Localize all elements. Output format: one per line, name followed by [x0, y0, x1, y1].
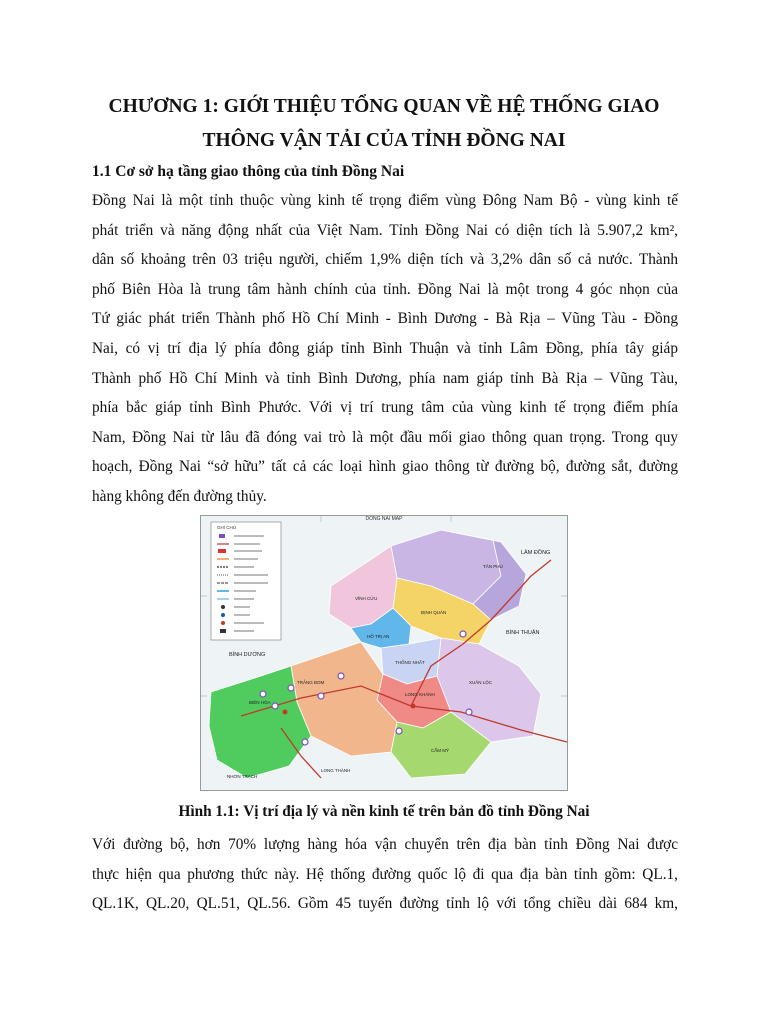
- paragraph-line: Đồng Nai là một tỉnh thuộc vùng kinh tế trọng điểm vùng Đông Nam Bộ - vùng kinh tế: [92, 192, 678, 209]
- admin-center-icon: [283, 710, 288, 715]
- admin-center-icon: [221, 621, 225, 625]
- intro-paragraph: [92, 186, 678, 512]
- legend-swatch-icon: [219, 534, 225, 538]
- industrial-zone-icon: [318, 693, 324, 699]
- paragraph-line: phố Biên Hòa là trung tâm hành chính của tỉnh. Đồng Nai là một trong 4 góc nhọn của: [92, 280, 678, 298]
- label-long-khanh: LONG KHÁNH: [405, 692, 435, 697]
- legend-swatch-icon: [218, 549, 226, 553]
- paragraph-line: QL.1K, QL.20, QL.51, QL.56. Gồm 45 tuyến đường tỉnh lộ với tổng chiều dài 684 km,: [92, 895, 678, 913]
- chapter-title-line-2: THÔNG VẬN TẢI CỦA TỈNH ĐỒNG NAI: [202, 130, 566, 151]
- label-bien-hoa: BIÊN HÒA: [249, 700, 271, 705]
- label-thong-nhat: THỐNG NHẤT: [395, 660, 425, 665]
- label-lam-dong: LÂM ĐỒNG: [521, 550, 551, 556]
- industrial-zone-icon: [460, 631, 466, 637]
- paragraph-line: hoạch, Đồng Nai “sở hữu” tất cả các loại hình giao thông từ đường bộ, đường sắt, đường: [92, 458, 678, 476]
- paragraph-line: Nam, Đồng Nai từ lâu đã đóng vai trò là một đầu mối giao thông quan trọng. Trong quy: [92, 428, 678, 446]
- industrial-zone-icon: [302, 739, 308, 745]
- industrial-zone-icon: [288, 685, 294, 691]
- road-paragraph: [92, 830, 678, 919]
- label-xuan-loc: XUÂN LỘC: [469, 680, 493, 685]
- industrial-zone-icon: [466, 709, 472, 715]
- paragraph-line: Với đường bộ, hơn 70% lượng hàng hóa vận chuyển trên địa bàn tỉnh Đồng Nai được: [92, 836, 678, 853]
- industrial-zone-icon: [260, 691, 266, 697]
- industrial-zone-icon: [396, 728, 402, 734]
- paragraph-line: phát triển và năng động nhất của Việt Nam. Tỉnh Đồng Nai có diện tích là 5.907,2 km²,: [92, 221, 678, 239]
- label-trang-bom: TRẢNG BOM: [297, 680, 325, 685]
- paragraph-line: thực hiện qua phương thức này. Hệ thống đường quốc lộ đi qua địa bàn tỉnh gồm: QL.1,: [92, 865, 678, 883]
- industrial-zone-icon: [272, 703, 278, 709]
- label-tri-an: HỒ TRỊ AN: [367, 634, 390, 639]
- label-dinh-quan: ĐỊNH QUÁN: [421, 610, 447, 615]
- admin-center-icon: [411, 704, 416, 709]
- label-vinh-cuu: VĨNH CỬU: [355, 596, 378, 601]
- paragraph-line: hàng không đến đường thủy.: [92, 487, 267, 505]
- section-heading: 1.1 Cơ sở hạ tầng giao thông của tỉnh Đồng Nai: [92, 163, 405, 180]
- airport-icon: [221, 605, 225, 609]
- paragraph-line: Nai, có vị trí địa lý phía đông giáp tỉnh Bình Thuận và tỉnh Lâm Đồng, phía tây giáp: [92, 339, 678, 357]
- label-long-thanh: LONG THÀNH: [321, 768, 351, 773]
- dong-nai-map-figure: [200, 515, 568, 791]
- label-tan-phu: TÂN PHÚ: [483, 564, 503, 569]
- map-svg: [201, 516, 567, 790]
- paragraph-line: Thành phố Hồ Chí Minh và tỉnh Bình Dương, phía nam giáp tỉnh Bà Rịa – Vũng Tàu,: [92, 369, 678, 387]
- legend-title: GHI CHÚ: [217, 525, 236, 530]
- train-station-icon: [220, 629, 226, 633]
- figure-caption: Hình 1.1: Vị trí địa lý và nền kinh tế trên bản đồ tỉnh Đồng Nai: [178, 803, 590, 820]
- paragraph-line: phía bắc giáp tỉnh Bình Phước. Với vị trí trung tâm của vùng kinh tế trọng điểm phía: [92, 399, 678, 417]
- paragraph-line: dân số khoảng trên 03 triệu người, chiếm 1,9% diện tích và 3,2% dân số cả nước. Thành: [92, 251, 678, 269]
- seaport-icon: [221, 613, 225, 617]
- map-title: DONG NAI MAP: [365, 516, 403, 522]
- chapter-title: [60, 90, 708, 158]
- label-binh-thuan: BÌNH THUẬN: [506, 630, 540, 636]
- label-cam-my: CẨM MỸ: [431, 748, 449, 753]
- industrial-zone-icon: [338, 673, 344, 679]
- map-legend: [211, 522, 281, 640]
- chapter-title-line-1: CHƯƠNG 1: GIỚI THIỆU TỔNG QUAN VỀ HỆ THỐNG GIAO: [108, 96, 660, 117]
- label-nhon-trach: NHƠN TRẠCH: [227, 774, 258, 779]
- paragraph-line: Tứ giác phát triển Thành phố Hồ Chí Minh - Bình Dương - Bà Rịa – Vũng Tàu - Đồng: [92, 310, 678, 328]
- label-binh-duong: BÌNH DƯƠNG: [229, 652, 266, 658]
